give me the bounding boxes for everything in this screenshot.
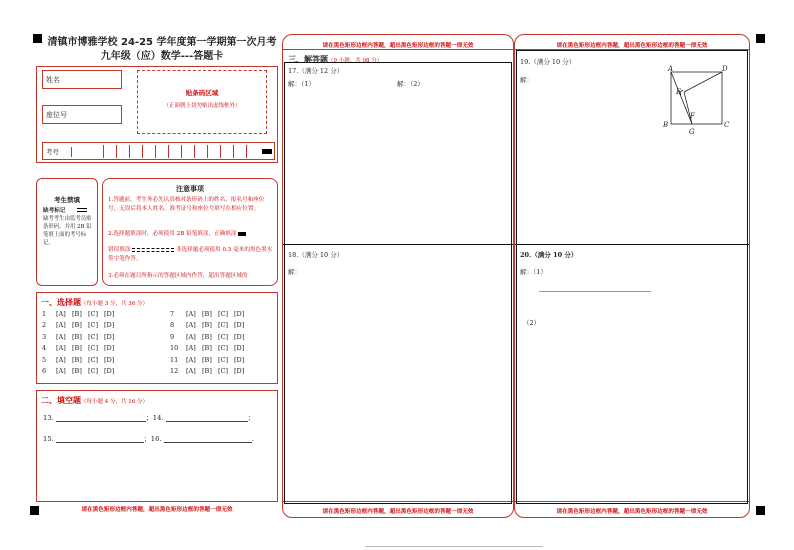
mc-question-number: 1 bbox=[42, 310, 47, 318]
mc-option-d[interactable]: [D] bbox=[234, 310, 245, 318]
mc-option-c[interactable]: [C] bbox=[218, 310, 229, 318]
point-g-label: G bbox=[689, 128, 695, 136]
fill-row-2 bbox=[43, 433, 254, 443]
point-a-label: A bbox=[668, 65, 674, 73]
mc-question-number: 10 bbox=[170, 344, 179, 353]
notes-item-3: 3.必须在题目所指示的答题区域内作答，超出答题区域的 bbox=[108, 273, 248, 279]
mc-option-d[interactable]: [D] bbox=[234, 321, 245, 330]
student-info-box bbox=[36, 66, 278, 163]
mc-row-2 bbox=[42, 321, 120, 329]
q14-answer-line[interactable] bbox=[166, 415, 248, 422]
point-c-label: C bbox=[724, 121, 730, 129]
mc-row-3 bbox=[42, 333, 120, 341]
mc-option-b[interactable]: [B] bbox=[72, 332, 82, 341]
mc-option-a[interactable]: [A] bbox=[56, 355, 66, 364]
mc-heading-note: （每小题 3 分，共 36 分） bbox=[81, 301, 148, 307]
notes-item-1: 1.答题前，考生务必先认真核对条形码上的姓名、报名号和座位号，无误后将本人姓名、准考证号和座位号填写在相应位置。 bbox=[108, 197, 265, 212]
page-title: 清镇市博雅学校 24-25 学年度第一学期第一次月考 bbox=[47, 37, 277, 48]
mc-row-5 bbox=[42, 356, 120, 364]
mc-option-a[interactable]: [A] bbox=[186, 344, 196, 353]
q16-end: . bbox=[251, 435, 254, 443]
mc-option-a[interactable]: [A] bbox=[186, 367, 196, 375]
corner-mark-top-right bbox=[756, 34, 765, 43]
fill-row-1 bbox=[43, 412, 255, 422]
mc-option-a[interactable]: [A] bbox=[186, 355, 196, 364]
mc-question-number: 12 bbox=[170, 367, 179, 375]
mc-question-number: 7 bbox=[170, 310, 175, 318]
notes-title: 注意事项 bbox=[176, 185, 204, 193]
notes-item-2-text: 2.选择题填涂时，必须使用 2B 铅笔填涂，正确填涂 bbox=[108, 231, 237, 237]
fill-heading bbox=[41, 395, 148, 406]
missing-mark-box[interactable] bbox=[77, 208, 87, 212]
q20-part1-label: 解：（1） bbox=[520, 268, 547, 276]
mc-option-b[interactable]: [B] bbox=[202, 367, 212, 375]
seat-field[interactable] bbox=[42, 105, 122, 124]
mc-option-c[interactable]: [C] bbox=[88, 355, 99, 364]
mc-row-6 bbox=[42, 367, 120, 375]
solve-heading-text: 三、解答题 bbox=[288, 55, 328, 64]
mc-option-c[interactable]: [C] bbox=[88, 344, 99, 353]
mc-option-a[interactable]: [A] bbox=[56, 332, 66, 341]
mc-option-c[interactable]: [C] bbox=[218, 367, 229, 375]
q19-answer-label: 解： bbox=[520, 76, 533, 84]
mc-option-c[interactable]: [C] bbox=[218, 321, 229, 330]
corner-mark-top-left bbox=[33, 34, 42, 43]
mc-row-4 bbox=[42, 344, 120, 352]
mc-option-b[interactable]: [B] bbox=[202, 310, 212, 318]
q18-answer-label: 解： bbox=[288, 268, 301, 276]
wrong-fill-sample bbox=[132, 248, 174, 252]
mc-question-number: 11 bbox=[170, 355, 179, 364]
correct-fill-sample bbox=[238, 232, 246, 236]
q13-label: 13. bbox=[43, 414, 54, 422]
timing-mark bbox=[262, 149, 272, 154]
corner-mark-bottom-right bbox=[756, 506, 765, 515]
mc-question-number: 2 bbox=[42, 321, 47, 330]
mc-option-a[interactable]: [A] bbox=[186, 332, 196, 341]
mc-option-d[interactable]: [D] bbox=[104, 367, 115, 375]
mc-option-b[interactable]: [B] bbox=[202, 332, 212, 341]
warning-footer-col2: 请在黑色矩形边框内答题，超出黑色矩形边框的答题一律无效 bbox=[322, 509, 474, 515]
q20-part2-label: （2） bbox=[523, 319, 541, 327]
barcode-note: （正面朝上切勿贴出虚线框外） bbox=[163, 103, 241, 109]
fill-heading-text: 二、填空题 bbox=[41, 396, 81, 405]
mc-option-d[interactable]: [D] bbox=[104, 344, 115, 353]
mc-option-c[interactable]: [C] bbox=[88, 367, 99, 375]
mc-option-c[interactable]: [C] bbox=[88, 321, 99, 330]
q14-end: ； bbox=[247, 414, 255, 422]
q14-label: ；14. bbox=[145, 414, 164, 422]
mc-row-7 bbox=[170, 310, 250, 318]
mc-question-number: 5 bbox=[42, 355, 47, 364]
proctor-title: 考生禁填 bbox=[54, 196, 80, 204]
mc-option-a[interactable]: [A] bbox=[56, 321, 66, 330]
notes-item-2 bbox=[108, 230, 274, 239]
mc-option-d[interactable]: [D] bbox=[104, 321, 115, 330]
answer-frame-col2[interactable] bbox=[284, 62, 512, 504]
mc-option-b[interactable]: [B] bbox=[72, 367, 82, 375]
mc-option-b[interactable]: [B] bbox=[72, 344, 82, 353]
exam-number-label: 考号 bbox=[46, 147, 72, 157]
notes-box bbox=[102, 178, 278, 286]
page-subtitle: 九年级（应）数学---答题卡 bbox=[100, 51, 224, 62]
bottom-rule bbox=[365, 546, 543, 547]
mc-option-c[interactable]: [C] bbox=[218, 344, 229, 353]
mc-question-number: 6 bbox=[42, 367, 47, 375]
point-f-label: F bbox=[690, 112, 695, 120]
mc-option-a[interactable]: [A] bbox=[56, 367, 66, 375]
mc-option-b[interactable]: [B] bbox=[72, 321, 82, 330]
mc-option-b[interactable]: [B] bbox=[202, 344, 212, 353]
mc-row-9 bbox=[170, 333, 250, 341]
missing-mark-label: 缺考标记 bbox=[43, 208, 66, 214]
barcode-area bbox=[137, 70, 267, 134]
mc-question-number: 4 bbox=[42, 344, 47, 353]
answer-frame-col3[interactable] bbox=[516, 50, 748, 504]
mc-option-a[interactable]: [A] bbox=[186, 310, 196, 318]
mc-heading-text: 一、选择题 bbox=[41, 298, 81, 307]
exam-number-grid[interactable] bbox=[42, 142, 275, 160]
mc-option-c[interactable]: [C] bbox=[88, 332, 99, 341]
mc-option-b[interactable]: [B] bbox=[72, 310, 82, 318]
mc-heading bbox=[41, 297, 148, 308]
warning-header-col2: 请在黑色矩形边框内答题，超出黑色矩形边框的答题一律无效 bbox=[322, 43, 474, 49]
mc-row-8 bbox=[170, 321, 250, 329]
proctor-text: 缺考考生由监考员贴条形码，并用 2B 铅笔填上面的考号标记。 bbox=[43, 216, 92, 246]
q16-answer-line[interactable] bbox=[164, 436, 252, 443]
mc-option-a[interactable]: [A] bbox=[56, 310, 66, 318]
point-b-label: B bbox=[663, 121, 669, 129]
barcode-title: 贴条码区域 bbox=[185, 89, 219, 97]
mc-option-c[interactable]: [C] bbox=[218, 355, 229, 364]
q17-part1-label: 解：（1） bbox=[288, 80, 315, 88]
q19-label: 19.（满分 10 分） bbox=[520, 58, 576, 66]
mc-option-d[interactable]: [D] bbox=[104, 355, 115, 364]
mc-option-d[interactable]: [D] bbox=[104, 332, 115, 341]
mc-option-d[interactable]: [D] bbox=[234, 344, 245, 353]
mc-option-a[interactable]: [A] bbox=[56, 344, 66, 353]
mc-row-10 bbox=[170, 344, 250, 352]
mc-row-1 bbox=[42, 310, 120, 318]
mc-option-b[interactable]: [B] bbox=[72, 355, 82, 364]
wrong-fill-label: 错误填涂 bbox=[108, 247, 131, 253]
q20-label: 20.（满分 10 分） bbox=[520, 251, 578, 259]
mc-option-c[interactable]: [C] bbox=[88, 310, 99, 318]
mc-question-number: 3 bbox=[42, 332, 47, 341]
mc-option-d[interactable]: [D] bbox=[234, 355, 245, 364]
solve-heading-note: （9 小题，共 98 分） bbox=[328, 58, 383, 64]
name-label: 姓名 bbox=[46, 76, 60, 84]
mc-row-11 bbox=[170, 356, 250, 364]
mc-row-12 bbox=[170, 367, 250, 375]
mc-option-c[interactable]: [C] bbox=[218, 332, 229, 341]
warning-header-col3: 请在黑色矩形边框内答题，超出黑色矩形边框的答题一律无效 bbox=[556, 43, 708, 49]
mc-option-d[interactable]: [D] bbox=[234, 367, 245, 375]
notes-item-2c: 非选择题必须使用 0.5 毫米的黑色墨水签字笔作答。 bbox=[108, 247, 273, 262]
mc-question-number: 9 bbox=[170, 332, 175, 341]
warning-footer-col1: 请在黑色矩形边框内答题，超出黑色矩形边框的答题一律无效 bbox=[81, 507, 233, 513]
mc-option-d[interactable]: [D] bbox=[234, 332, 245, 341]
q15-label: 15. bbox=[43, 435, 54, 443]
warning-footer-col3: 请在黑色矩形边框内答题，超出黑色矩形边框的答题一律无效 bbox=[556, 509, 708, 515]
proctor-box bbox=[36, 178, 98, 286]
mc-option-d[interactable]: [D] bbox=[104, 310, 115, 318]
q13-answer-line[interactable] bbox=[56, 415, 146, 422]
mc-option-b[interactable]: [B] bbox=[202, 355, 212, 364]
point-d-label: D bbox=[722, 65, 728, 73]
seat-label: 座位号 bbox=[46, 111, 67, 119]
mc-option-a[interactable]: [A] bbox=[186, 321, 196, 330]
notes-item-2b bbox=[108, 246, 276, 263]
q17-part2-label: 解：（2） bbox=[397, 80, 424, 88]
multiple-choice-section bbox=[36, 292, 278, 384]
fill-heading-note: （每小题 4 分，共 16 分） bbox=[81, 399, 148, 405]
fill-blank-section bbox=[36, 390, 278, 502]
name-field[interactable] bbox=[42, 70, 122, 89]
mc-option-b[interactable]: [B] bbox=[202, 321, 212, 330]
q15-answer-line[interactable] bbox=[56, 436, 144, 443]
point-e-label: E bbox=[676, 88, 682, 96]
mc-question-number: 8 bbox=[170, 321, 175, 330]
q16-label: ；16. bbox=[143, 435, 162, 443]
q18-label: 18.（满分 10 分） bbox=[288, 251, 344, 259]
q17-label: 17.（满分 12 分） bbox=[288, 67, 344, 75]
